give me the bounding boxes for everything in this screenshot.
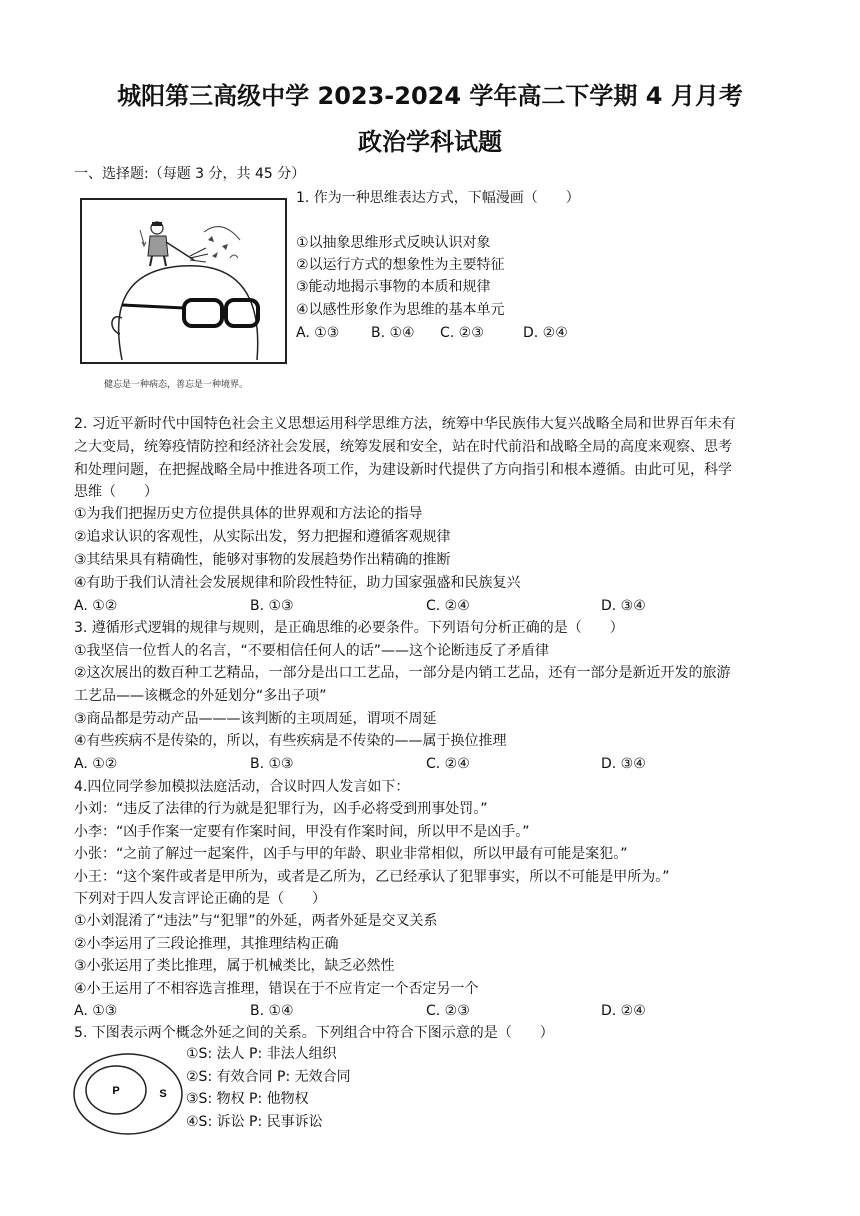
q4-option-a[interactable]: A. ①③ <box>74 1003 118 1019</box>
cartoon-image <box>80 198 287 364</box>
q3-item-3: ③商品都是劳动产品———该判断的主项周延，谓项不周延 <box>74 711 437 727</box>
cartoon-drawing <box>82 200 285 362</box>
q2-option-d[interactable]: D. ③④ <box>601 598 646 614</box>
q4-option-b[interactable]: B. ①④ <box>250 1003 294 1019</box>
q4-item-4: ④小王运用了不相容选言推理，错误在于不应肯定一个否定另一个 <box>74 981 479 997</box>
q2-option-c[interactable]: C. ②④ <box>426 598 470 614</box>
q1-option-a[interactable]: A. ①③ <box>296 325 340 341</box>
q3-option-b[interactable]: B. ①③ <box>250 756 294 772</box>
q1-option-b[interactable]: B. ①④ <box>371 325 415 341</box>
q3-item-2: ②这次展出的数百种工艺精品，一部分是出口工艺品，一部分是内销工艺品，还有一部分是新近开发的旅游 <box>74 665 731 681</box>
q4-speech-zhang: 小张：“之前了解过一起案件，凶手与甲的年龄、职业非常相似，所以甲最有可能是案犯。” <box>74 846 628 862</box>
q4-item-2: ②小李运用了三段论推理，其推理结构正确 <box>74 936 339 952</box>
cartoon-caption: 健忘是一种病态，善忘是一种境界。 <box>104 380 249 390</box>
q2-item-2: ②追求认识的客观性，从实际出发，努力把握和遵循客观规律 <box>74 529 451 545</box>
q5-item-1: ①S: 法人 P: 非法人组织 <box>186 1046 337 1062</box>
q2-stem-line-1: 2. 习近平新时代中国特色社会主义思想运用科学思维方法，统筹中华民族伟大复兴战略全局和世界百年未有 <box>74 416 736 432</box>
q4-option-c[interactable]: C. ②③ <box>426 1003 470 1019</box>
section-heading: 一、选择题:（每题 3 分，共 45 分） <box>74 166 306 182</box>
q4-item-3: ③小张运用了类比推理，属于机械类比，缺乏必然性 <box>74 958 395 974</box>
venn-label-p: P <box>112 1085 120 1097</box>
q1-option-c[interactable]: C. ②③ <box>440 325 484 341</box>
q5-item-3: ③S: 物权 P: 他物权 <box>186 1091 309 1107</box>
q2-item-1: ①为我们把握历史方位提供具体的世界观和方法论的指导 <box>74 506 423 522</box>
exam-subtitle: 政治学科试题 <box>358 128 502 156</box>
q2-stem-line-3: 和处理问题，在把握战略全局中推进各项工作，为建设新时代提供了方向指引和根本遵循。由此可见，科学 <box>74 462 732 478</box>
q2-stem-line-2: 之大变局，统筹疫情防控和经济社会发展，统筹发展和安全，站在时代前沿和战略全局的高度来观察、思考 <box>74 439 732 455</box>
q1-item-3: ③能动地揭示事物的本质和规律 <box>296 279 491 295</box>
q1-item-2: ②以运行方式的想象性为主要特征 <box>296 257 505 273</box>
q2-stem-line-4: 思维（ ） <box>74 484 158 500</box>
q4-speech-li: 小李：“凶手作案一定要有作案时间，甲没有作案时间，所以甲不是凶手。” <box>74 824 530 840</box>
q3-option-d[interactable]: D. ③④ <box>601 756 646 772</box>
q3-item-2-cont: 工艺品——该概念的外延划分“多出子项” <box>74 688 327 704</box>
q5-item-4: ④S: 诉讼 P: 民事诉讼 <box>186 1114 323 1130</box>
q2-item-4: ④有助于我们认清社会发展规律和阶段性特征，助力国家强盛和民族复兴 <box>74 575 521 591</box>
venn-label-s: S <box>159 1088 167 1100</box>
q1-option-d[interactable]: D. ②④ <box>523 325 568 341</box>
q3-option-a[interactable]: A. ①② <box>74 756 118 772</box>
q2-option-a[interactable]: A. ①② <box>74 598 118 614</box>
q4-item-1: ①小刘混淆了“违法”与“犯罪”的外延，两者外延是交叉关系 <box>74 913 438 929</box>
q3-stem: 3. 遵循形式逻辑的规律与规则，是正确思维的必要条件。下列语句分析正确的是（ ） <box>74 620 624 636</box>
q3-item-1: ①我坚信一位哲人的名言，“不要相信任何人的话”——这个论断违反了矛盾律 <box>74 643 550 659</box>
q5-item-2: ②S: 有效合同 P: 无效合同 <box>186 1069 351 1085</box>
q4-speech-wang: 小王：“这个案件或者是甲所为，或者是乙所为，乙已经承认了犯罪事实，所以不可能是甲所为。” <box>74 869 670 885</box>
q4-speech-liu: 小刘：“违反了法律的行为就是犯罪行为，凶手必将受到刑事处罚。” <box>74 801 488 817</box>
exam-title: 城阳第三高级中学 2023-2024 学年高二下学期 4 月月考 <box>117 82 743 110</box>
q4-question: 下列对于四人发言评论正确的是（ ） <box>74 891 326 907</box>
venn-diagram <box>72 1052 184 1136</box>
q4-option-d[interactable]: D. ②④ <box>601 1003 646 1019</box>
q1-stem: 1. 作为一种思维表达方式，下幅漫画（ ） <box>296 190 580 206</box>
q4-stem: 4.四位同学参加模拟法庭活动，合议时四人发言如下： <box>74 779 410 795</box>
q3-option-c[interactable]: C. ②④ <box>426 756 470 772</box>
q1-item-1: ①以抽象思维形式反映认识对象 <box>296 235 491 251</box>
q2-option-b[interactable]: B. ①③ <box>250 598 294 614</box>
q3-item-4: ④有些疾病不是传染的，所以，有些疾病是不传染的——属于换位推理 <box>74 733 507 749</box>
q5-stem: 5. 下图表示两个概念外延之间的关系。下列组合中符合下图示意的是（ ） <box>74 1025 554 1041</box>
q1-item-4: ④以感性形象作为思维的基本单元 <box>296 302 505 318</box>
q2-item-3: ③其结果具有精确性，能够对事物的发展趋势作出精确的推断 <box>74 552 451 568</box>
